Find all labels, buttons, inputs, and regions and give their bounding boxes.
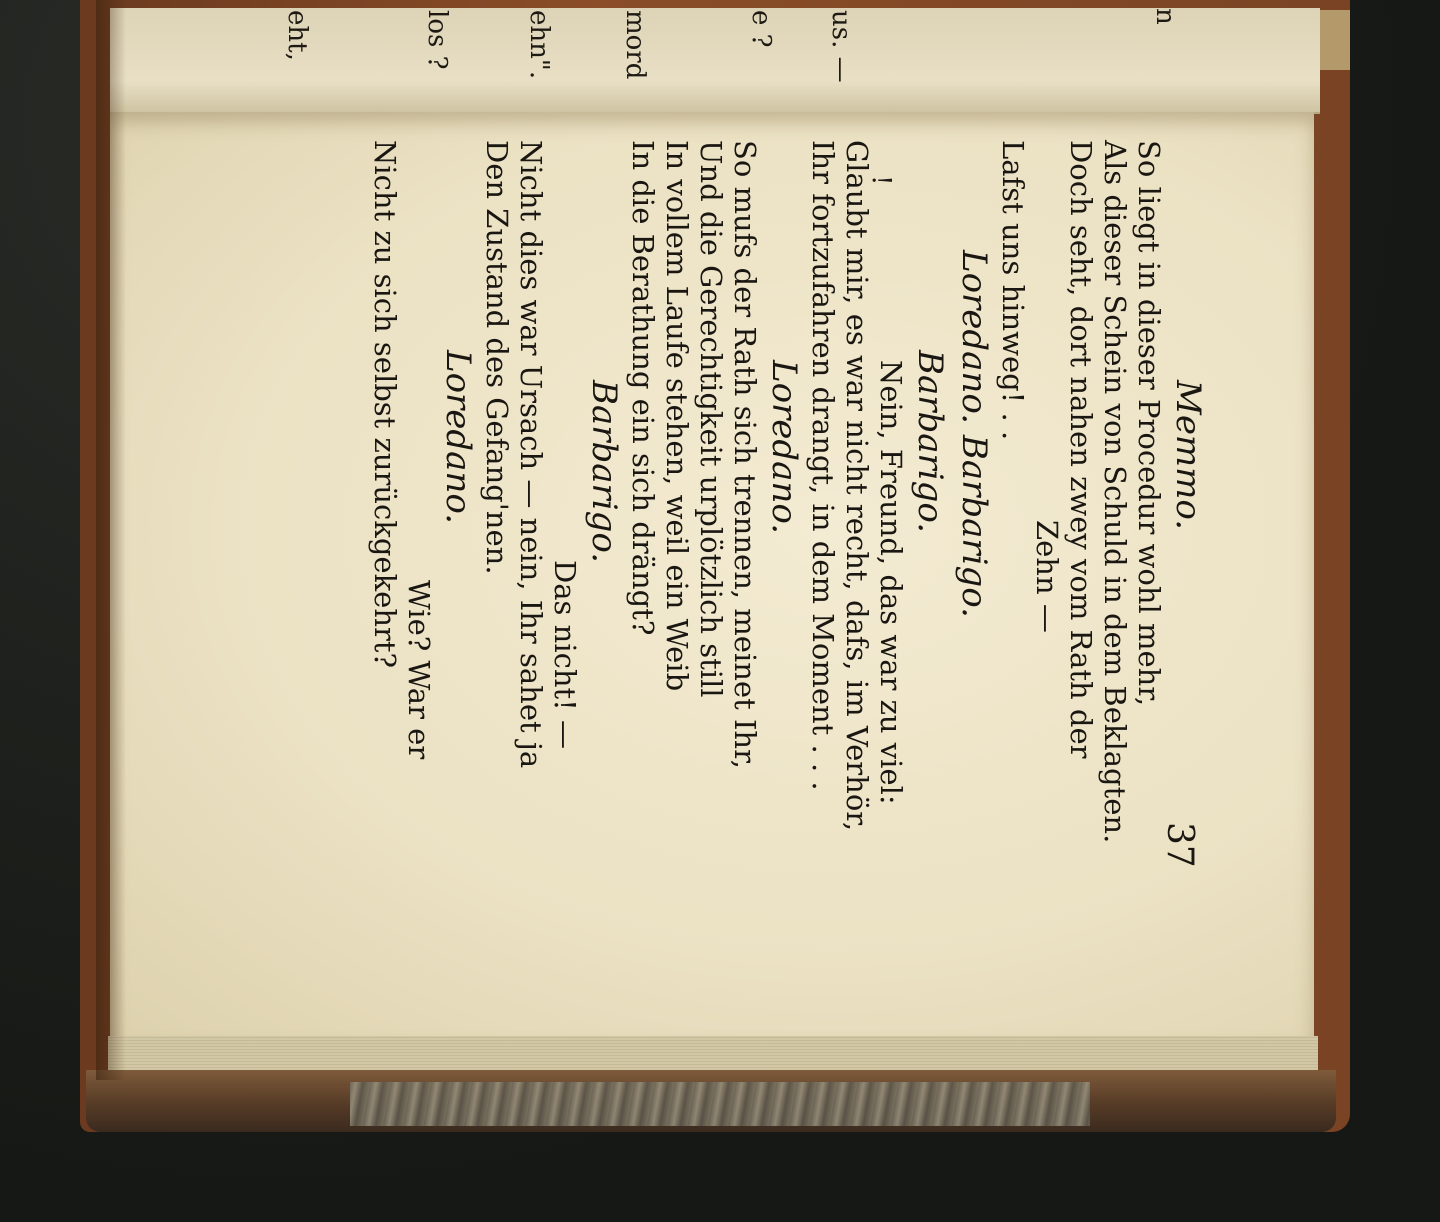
speaker-heading: Barbarigo. — [584, 380, 624, 564]
fragment: mord — [620, 10, 650, 80]
verse-line: So liegt in dieser Procedur wohl mehr, — [1132, 140, 1166, 707]
speaker-heading: Memmo. — [1168, 380, 1208, 531]
fragment: ehn". — [524, 10, 554, 80]
verse-line: Das nicht! — — [548, 560, 582, 750]
verse-line: So mufs der Rath sich trennen, meinet Ihr, — [728, 140, 762, 769]
verse-line: Glaubt mir, es war nicht recht, dafs, im Verhör, — [840, 140, 874, 832]
verse-line: Doch seht, dort nahen zwey vom Rath der — [1064, 140, 1098, 759]
spine-gutter — [96, 0, 126, 1080]
verse-line: Nicht zu sich selbst zurückgekehrt? — [368, 140, 402, 669]
fragment: los ? — [422, 10, 452, 70]
verse-line: Und die Gerechtigkeit urplötzlich still — [694, 140, 728, 698]
fragment: e ? — [746, 10, 776, 48]
verse-line: Ihr fortzufahren drangt, in dem Moment . . . — [806, 140, 840, 791]
fragment: ! — [866, 175, 896, 186]
verse-line: Den Zustand des Gefang'nen. — [480, 140, 514, 575]
speaker-heading: Loredano. — [438, 350, 478, 525]
verse-line: Lafst uns hinweg! . . — [996, 140, 1030, 441]
fragment: n — [1150, 8, 1180, 25]
marbled-endpaper — [350, 1082, 1090, 1126]
verse-line: In die Berathung ein sich drängt? — [626, 140, 660, 636]
page-text — [368, 140, 1210, 940]
verse-line: Wie? War er — [402, 580, 436, 760]
verse-line: Zehn — — [1030, 520, 1064, 633]
verse-line: Als dieser Schein von Schuld in dem Beklagten. — [1098, 140, 1132, 844]
speaker-heading: Loredano. Barbarigo. — [954, 250, 994, 618]
page-number: 37 — [1159, 822, 1200, 868]
speaker-heading: Barbarigo. — [910, 350, 950, 534]
fragment: us. — — [826, 10, 856, 83]
verse-line: Nicht dies war Ursach — nein, Ihr sahet ja — [514, 140, 548, 769]
fragment: eht, — [282, 10, 312, 61]
verse-line: In vollem Laufe stehen, weil ein Weib — [660, 140, 694, 692]
speaker-heading: Loredano. — [764, 360, 804, 535]
verse-line: Nein, Freund, das war zu viel: — [874, 360, 908, 805]
